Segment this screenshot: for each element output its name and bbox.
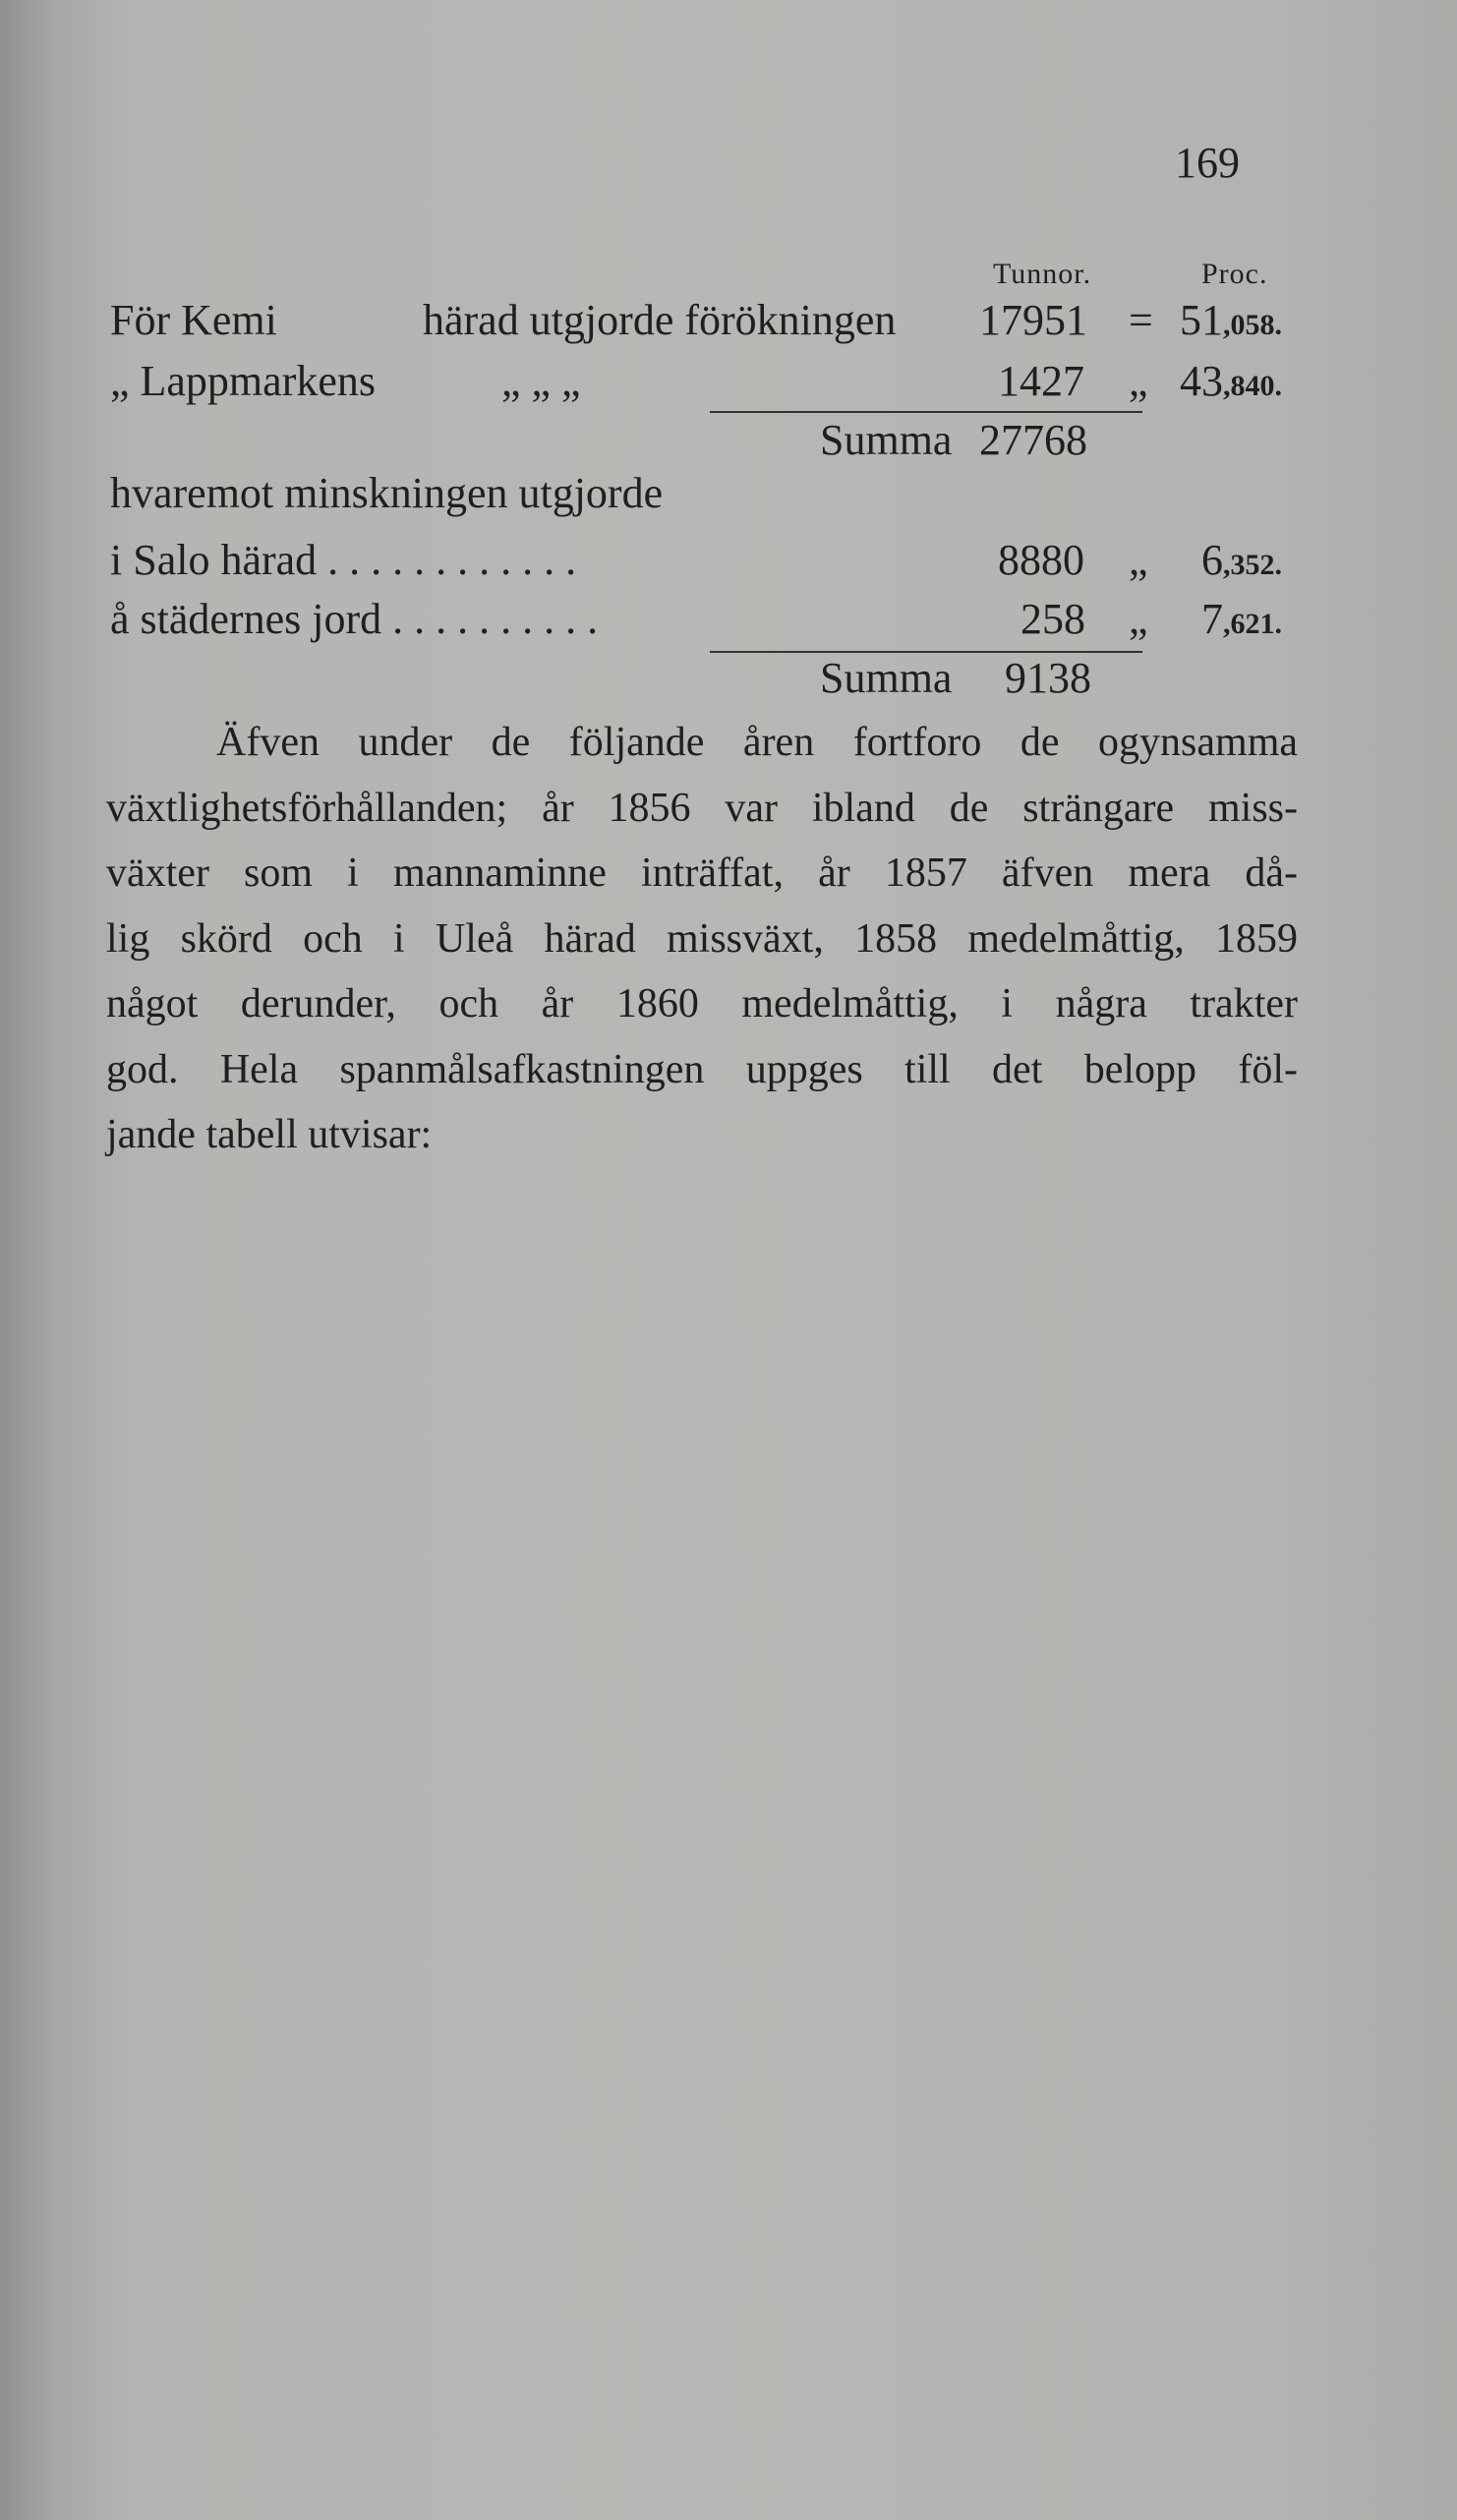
- row-value: 17951: [979, 296, 1087, 344]
- paragraph-line: jande tabell utvisar:: [106, 1112, 433, 1157]
- paragraph-line: växtlighetsförhållanden; år 1856 var ibland de strängare miss-: [106, 785, 1298, 831]
- column-header-proc: Proc.: [1201, 258, 1268, 290]
- row-percent: 43,840.: [1180, 357, 1282, 405]
- paragraph-line: Äfven under de följande åren fortforo de ogynsamma: [216, 720, 1298, 765]
- row-separator: „: [1129, 357, 1148, 405]
- sum-label: Summa: [820, 416, 953, 464]
- sum-label: Summa: [820, 654, 953, 702]
- paragraph-line: god. Hela spanmålsafkastningen uppges till det belopp föl-: [106, 1046, 1298, 1092]
- row-percent: 51,058.: [1180, 296, 1282, 344]
- row-percent: 7,621.: [1201, 595, 1282, 643]
- column-header-tunnor: Tunnor.: [993, 258, 1092, 290]
- row-label: i Salo härad . . . . . . . . . . . .: [110, 536, 577, 584]
- row-label: å städernes jord . . . . . . . . . .: [110, 595, 599, 643]
- sum-value: 27768: [979, 416, 1087, 464]
- paragraph-line: växter som i mannaminne inträffat, år 1857 äfven mera då-: [106, 850, 1298, 896]
- row-separator: =: [1129, 296, 1153, 344]
- row-value: 8880: [998, 536, 1084, 584]
- paragraph-line: lig skörd och i Uleå härad missväxt, 1858 medelmåttig, 1859: [106, 915, 1298, 962]
- sum-value: 9138: [1005, 654, 1091, 702]
- paragraph-line: något derunder, och år 1860 medelmåttig, i några trakter: [106, 981, 1298, 1026]
- row-value: 1427: [998, 357, 1084, 405]
- row-label: hvaremot minskningen utgjorde: [110, 469, 664, 517]
- row-label: För Kemi: [110, 296, 277, 344]
- row-separator: „: [1129, 595, 1148, 643]
- row-label: „ Lappmarkens: [110, 357, 376, 405]
- sum-rule: [710, 411, 1142, 413]
- row-description: härad utgjorde förökningen: [423, 296, 897, 344]
- row-percent: 6,352.: [1201, 536, 1282, 584]
- page-number: 169: [1175, 139, 1240, 187]
- row-ditto-marks: „ „ „: [501, 357, 581, 405]
- body-paragraph: [106, 710, 1298, 1168]
- row-value: 258: [1020, 595, 1085, 643]
- row-separator: „: [1129, 536, 1148, 584]
